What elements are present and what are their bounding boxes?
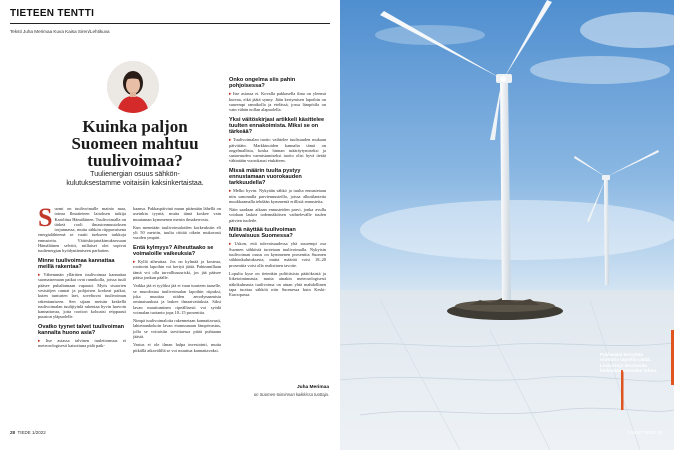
- answer-marker-icon: ▸: [133, 259, 138, 265]
- author-portrait: [107, 61, 159, 113]
- headline-line: tuulivoimaa?: [87, 151, 183, 170]
- answer-marker-icon: ▸: [229, 241, 235, 247]
- question-heading: Minne tuulivoimaa kannattaa meillä rakentaa?: [38, 257, 115, 270]
- photo-caption: [600, 352, 668, 374]
- question-heading: Yksi väitöskirjasi artikkeli käsittelee tuulten ennakoimista. Miksi se on tärkeää?: [229, 116, 325, 135]
- right-page-photo: [340, 0, 674, 450]
- body-paragraph: Näin saadaan aikaan ennusteiden parvi, jonka avulla voidaan laskea todennäköisen vaihtelevälle tuulen päivien tuuletle.: [229, 207, 326, 223]
- signature-role: on Suomen-toiminnan kaikkissa tuottaja.: [253, 392, 329, 397]
- subtitle-line: kulutuksestamme voitaisiin kaksinkertaistaa.: [66, 180, 204, 187]
- body-paragraph: kaansa. Pakkaspäivinä muun pitämään lähellä on useinkin tyyntä, mutta tämä koskee vain muutaman kymmenen metrin ilmakerrosta.: [133, 206, 221, 222]
- answer-marker-icon: ▸: [229, 188, 233, 194]
- answer-paragraph: Tuulivoimalan tuotto vaihtelee tuulisuuden mukaan päivittäin. Markkinoiden kannalta tämä on ongelmallista, koska hinnan määräytymiseksi ja saatavuuden varmistamiseksi tuotto olisi hyvä tietää vähintään vuorokausi etukäteen.: [229, 137, 326, 164]
- answer-marker-icon: ▸: [229, 137, 233, 143]
- caption-line: heikentää voimalan tehoa.: [600, 368, 658, 374]
- section-tag: TIETEEN TENTTI: [10, 8, 95, 19]
- answer-paragraph: Kyllä aiheuttaa. Jos on kylmää ja kosteaa, roottorin lapoihin voi kertyä jäätä. Pahimmillaan tämä voi olla turvallisuusriski, jos jää pääsee pääsa jonkun päälle.: [133, 259, 221, 281]
- credits: Teksti Juha Merimaa Kuva Kaisa Siren/Lehtikuva: [10, 29, 110, 34]
- answer-marker-icon: ▸: [229, 91, 233, 97]
- question-heading: Missä määrin tuulta pystyy ennustamaan vuorokauden tarkkuudella?: [229, 167, 302, 187]
- page-footer-right: 1/2022 TIEDE 29: [627, 430, 662, 435]
- article-column-2: [133, 206, 221, 424]
- caption-line: Lisävirtoyt ilmanvaitu: [600, 362, 648, 368]
- headline-line: Suomeen mahtuu: [71, 134, 199, 153]
- body-paragraph: Vastus ei ole ilman halpa investointi, mutta pitkällä aikavälillä se voi muuttua kannattavaksi.: [133, 342, 221, 353]
- subtitle: [40, 170, 230, 188]
- answer-paragraph: Uskon, että tulevaisuudessa yhä suurempi osa Suomen sähköstä tuotetaan tuulivoimalla. Nykyisin tuulivoiman osuus on kymmenen prosenttia Suomen sähkönkulutuksesta, mutta määrää voisi 18–20 prosenttia voisi olla realistinen tavoite.: [229, 241, 326, 268]
- subtitle-line: Tuulienergian osuus sähkön-: [90, 171, 180, 178]
- article-column-3: [229, 77, 326, 383]
- answer-paragraph: Melko hyvin. Nykyään sähkö ja tuulta ennustetaan niin sanomalla parviennusteilla, joissa alkutilanteita muokkaamalla tehdään kymmeniä erillisiä ennusteita.: [229, 188, 326, 204]
- answer-marker-icon: ▸: [38, 338, 46, 344]
- question-heading: Ovatko tyynet talvet tuulivoiman kannalta huono asia?: [38, 323, 125, 336]
- section-rule: [10, 23, 330, 24]
- wind-turbine-photo: [340, 0, 674, 450]
- page-number: 28: [10, 430, 16, 435]
- headline: [55, 118, 215, 169]
- answer-paragraph: Vähemmän ylläräten tuulivoimaa kannattaa suomaisemaan paikat ovat rannikolla, joissa tuuli pääsee puhaltamaan vapaasti. Myös sisaorten vesistöjen rannat ja pohjoisen korkeat paikat, kuten tunturien laet, soveltuvat tuulivoiman rakentamiseen. Sen sijaan metsän keskellä tuulivoimalan tuulijtyinlä rakentaa hyvin harvoin kannattavaa, jotta roottori kohoaisi reippaasti puuston yläpuolelle.: [38, 272, 126, 320]
- caption-line: roottorin lapoihin jäätä.: [600, 357, 652, 363]
- magazine-issue: TIEDE 1/2022: [17, 430, 46, 435]
- answer-paragraph: Itse asiassa talvinen tuulettomuus ei meteorologisesti katsottuna pidä paik-: [38, 338, 126, 349]
- author-signature: [229, 385, 329, 397]
- article-column-1: [38, 206, 126, 424]
- intro-paragraph: uomi on tuulivoimalle mainio maa, toteaa Ilmatieteen laitoksen tutkija Karoliina Hämäläinen. Tuulivoimalla on tärkeä rooli ilmastonmuutoksen torjunnassa, mutta sähkön riippuvaisena energialähteenä se vaatii tuekseen tarkkoja ennusteita. Väitöskirjatutkimuksessaan Hämäläinen selvitti, millaiset olot sopivat tuulienergian hyödyntämiseen parhaiten.: [38, 206, 126, 254]
- headline-line: Kuinka paljon: [82, 117, 188, 136]
- page-footer-left: [10, 430, 46, 435]
- dropcap: S: [38, 206, 53, 232]
- body-paragraph: Vaikka jää ei tyyliksi jää ei vaan tuurteen taaselle, se muodostaa tuulivoimalan lapoihin riipuksi, joka muuttaa niiden aerodynaamisia ominaisuuksia ja laskee ilmaaivaituksia. Siksi lavan muuttuminen ripeällisesti voi syödä voimalan tuotanto jopa 10–15 prosenttia.: [133, 283, 221, 315]
- question-heading: Entä kylmyys? Aiheuttaako se voimaloille vaikeuksia?: [133, 244, 214, 257]
- answer-marker-icon: ▸: [38, 272, 44, 278]
- signature-name: Juha Merimaa: [297, 385, 329, 390]
- question-heading: Miltä näyttää tuulivoiman tulevaisuus Suomessa?: [229, 227, 296, 240]
- body-paragraph: Nimpä tuulivoimaloita rakennetaan kannattavasti, lahtetaankokoin lavan etumuunaan lämpövastus, jolla se voitaisiin tarvittaessa pitää puhtaana jäästä.: [133, 318, 221, 340]
- body-paragraph: Lopulta kyse on tietenkin poliittisista päätöksistä ja liiketoiminnasta, mutta ainakin meteorologisesti näkökulmasta tuulivoima on ainan yhtä mahdollinen tapa tuottaa sähköä niin Suomessa kuin Keski-Euroopassa.: [229, 270, 326, 298]
- question-heading: Onko ongelma siis pahin pohjoisessa?: [229, 77, 296, 90]
- caption-line: Pakkasäsi kerryttää: [600, 352, 643, 357]
- answer-paragraph: Itse asiassa ei. Kovalla pakkasella ilma on yleensä kuivaa, eikä jäätä synny. Jään kertymisen lapoihin on suurempi rannikolla ja etelässä, jossa lämpötila on vain vähän nollan alapuolella.: [229, 91, 326, 113]
- body-paragraph: Kun menetään tuulivoimaloiden korkeuksiin eli yli 50 metriin, tuulta riittää oikein mukavasti vuoden ympäri.: [133, 224, 221, 241]
